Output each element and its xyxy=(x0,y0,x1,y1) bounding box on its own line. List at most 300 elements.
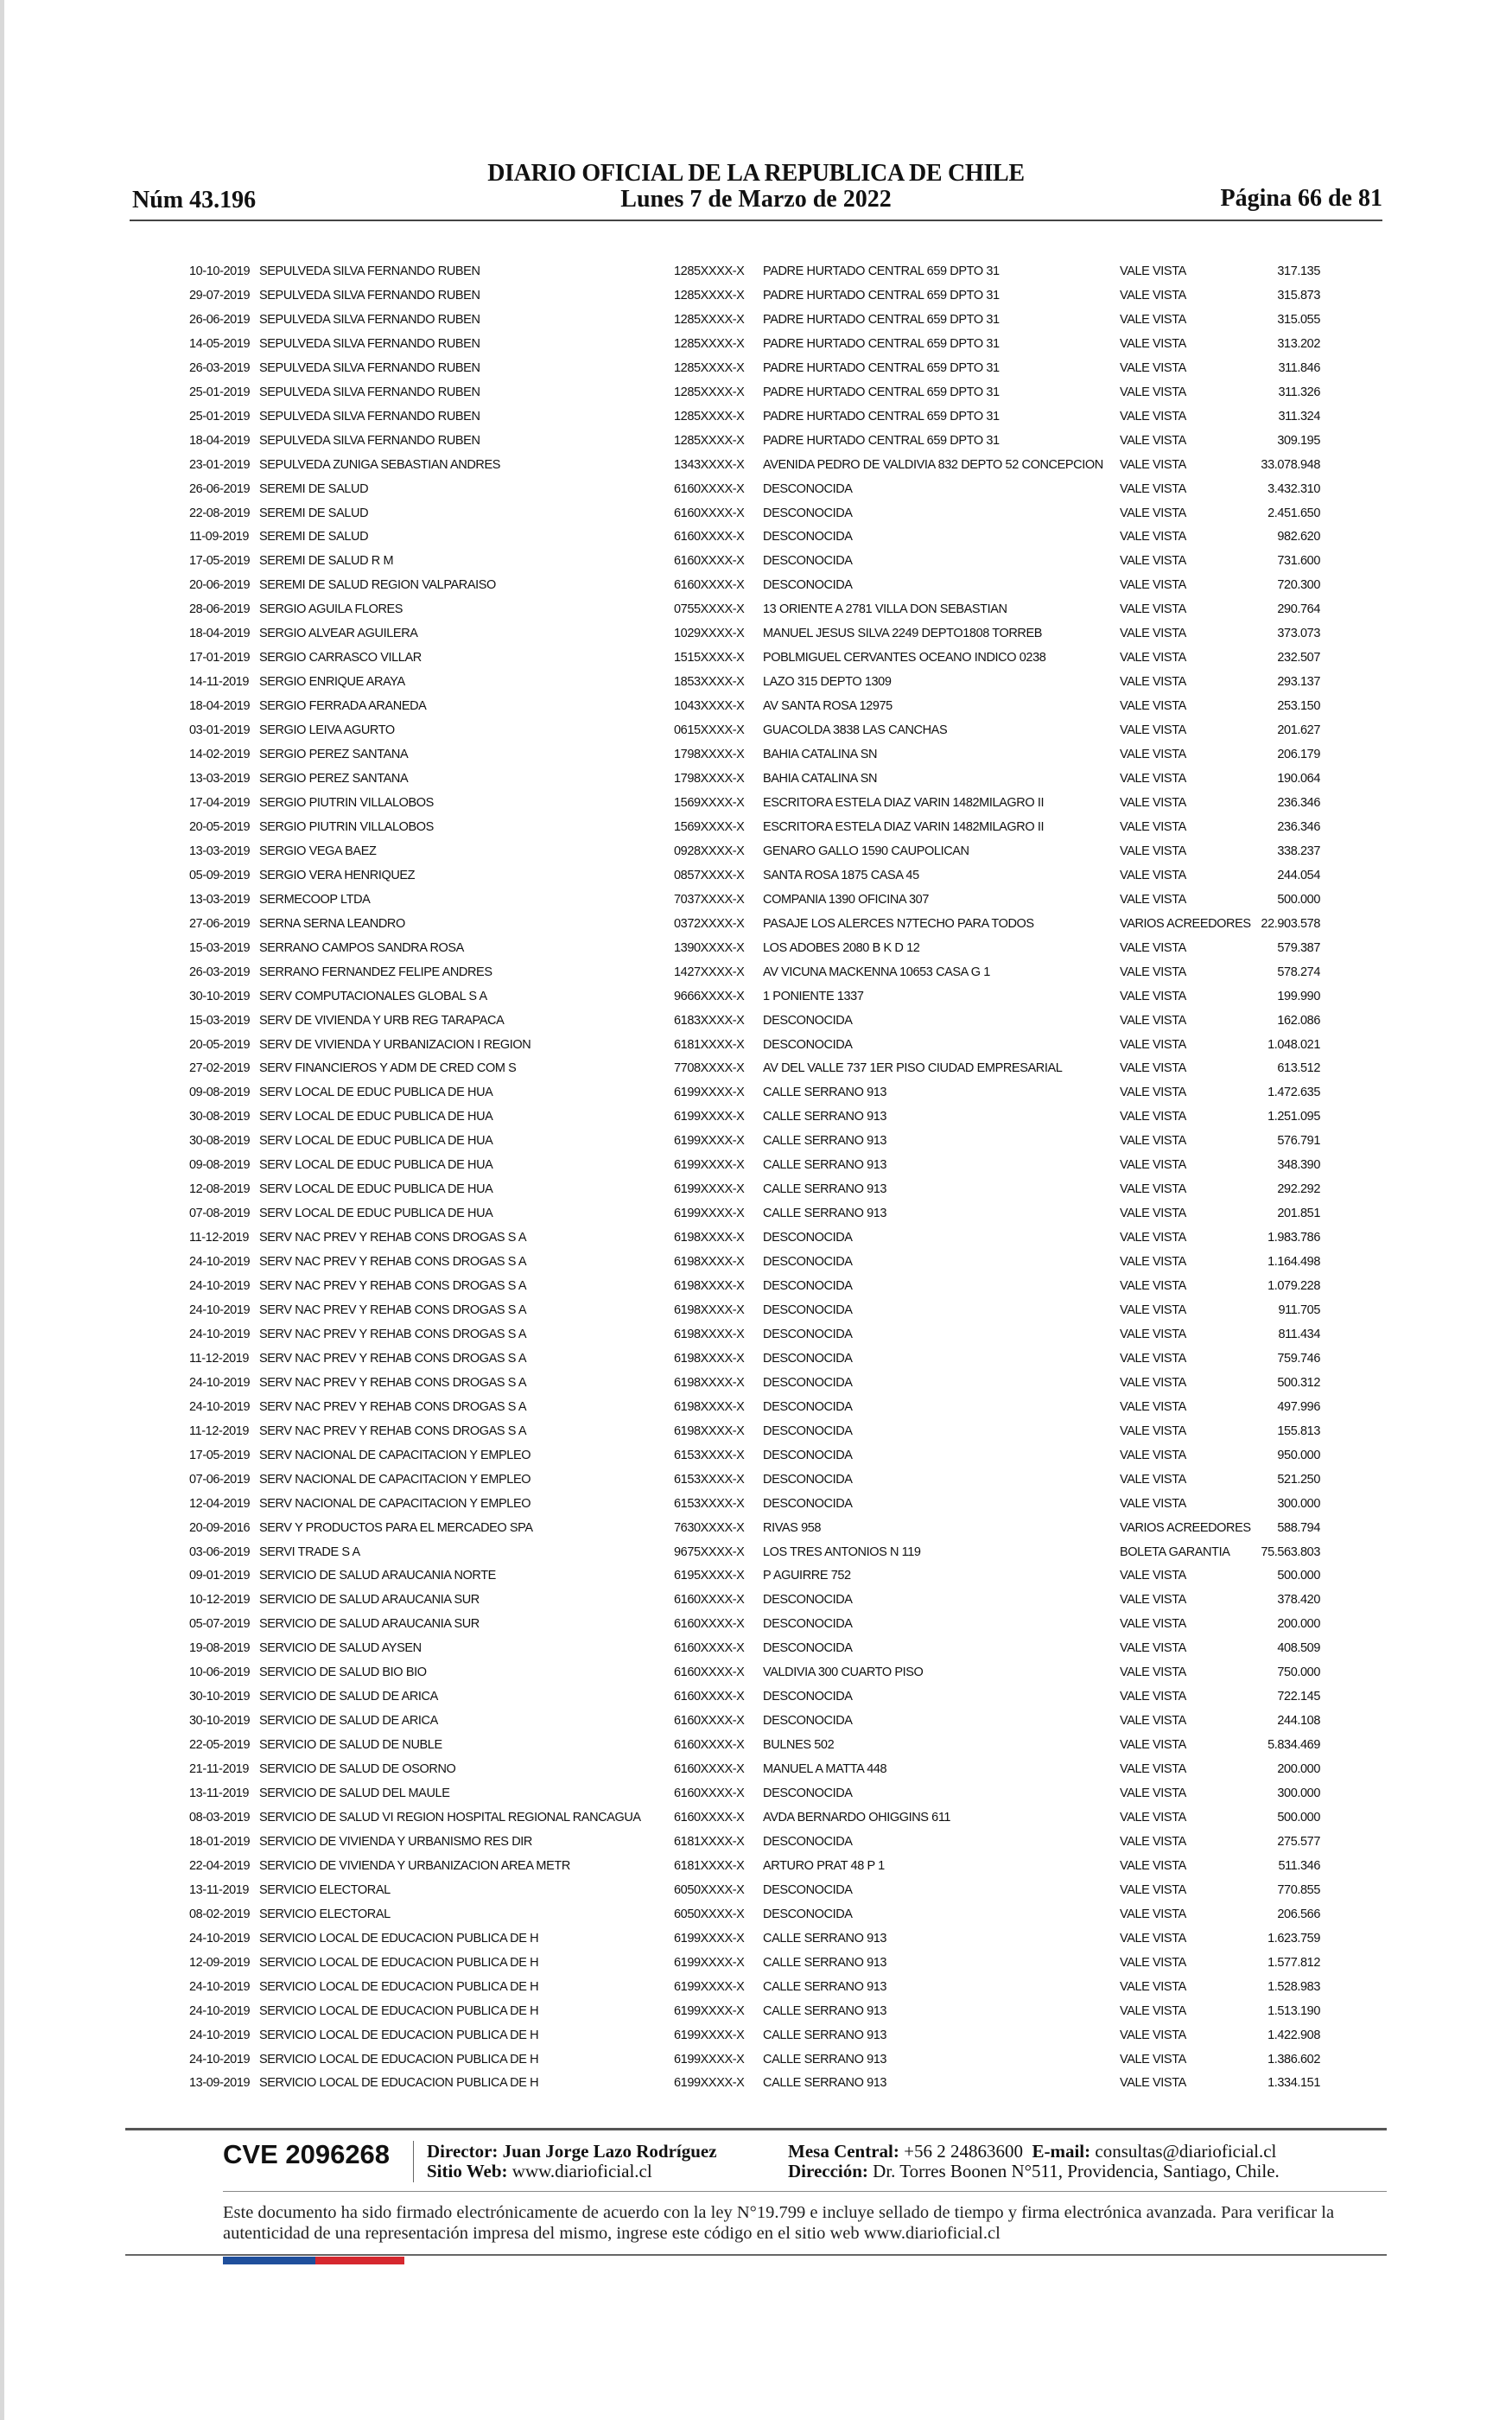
row-rut: 0615XXXX-X xyxy=(674,723,745,738)
row-rut: 6195XXXX-X xyxy=(674,1569,745,1583)
legal-notice: Este documento ha sido firmado electrónicamente de acuerdo con la ley N°19.799 e incluye sellado de tiempo y firma electrónica avanzada. Para verificar la autenticidad de una representación impresa del mismo, ingrese este código en el sitio web www.diarioficial.cl xyxy=(223,2203,1335,2243)
row-address: CALLE SERRANO 913 xyxy=(763,1086,887,1100)
row-payment-type: VALE VISTA xyxy=(1120,1641,1186,1656)
row-rut: 6160XXXX-X xyxy=(674,1811,745,1825)
row-address: DESCONOCIDA xyxy=(763,1279,853,1294)
website-label: Sitio Web: xyxy=(427,2161,508,2181)
row-amount: 206.566 xyxy=(1277,1907,1320,1921)
row-address: GENARO GALLO 1590 CAUPOLICAN xyxy=(763,844,969,858)
email-link[interactable]: consultas@diarioficial.cl xyxy=(1095,2141,1277,2162)
row-amount: 201.627 xyxy=(1277,723,1320,738)
row-rut: 6199XXXX-X xyxy=(674,2028,745,2042)
row-rut: 1285XXXX-X xyxy=(674,385,745,399)
row-name: SERVICIO DE SALUD DE OSORNO xyxy=(259,1762,456,1777)
row-rut: 6199XXXX-X xyxy=(674,1134,745,1149)
table-row xyxy=(0,356,1512,380)
row-name: SERV NAC PREV Y REHAB CONS DROGAS S A xyxy=(259,1375,527,1390)
table-row xyxy=(0,670,1512,694)
row-date: 12-08-2019 xyxy=(189,1182,251,1197)
row-payment-type: VALE VISTA xyxy=(1120,940,1186,955)
row-payment-type: VALE VISTA xyxy=(1120,772,1186,786)
row-name: SEPULVEDA SILVA FERNANDO RUBEN xyxy=(259,385,480,399)
row-amount: 2.451.650 xyxy=(1267,506,1320,520)
row-date: 24-10-2019 xyxy=(189,1279,251,1294)
table-row xyxy=(0,1468,1512,1492)
row-date: 14-11-2019 xyxy=(189,675,250,690)
row-address: DESCONOCIDA xyxy=(763,554,853,569)
row-amount: 578.274 xyxy=(1277,965,1320,979)
row-rut: 6199XXXX-X xyxy=(674,1955,745,1970)
row-payment-type: VALE VISTA xyxy=(1120,1858,1186,1873)
director-line xyxy=(427,2141,717,2162)
row-payment-type: VALE VISTA xyxy=(1120,433,1186,448)
row-payment-type: VALE VISTA xyxy=(1120,578,1186,593)
row-rut: 0755XXXX-X xyxy=(674,602,745,617)
row-date: 17-04-2019 xyxy=(189,795,251,810)
row-amount: 162.086 xyxy=(1277,1013,1320,1028)
footer-divider-top xyxy=(125,2128,1387,2130)
row-payment-type: VALE VISTA xyxy=(1120,1013,1186,1028)
table-row xyxy=(0,839,1512,863)
row-name: SERV Y PRODUCTOS PARA EL MERCADEO SPA xyxy=(259,1520,533,1535)
row-payment-type: VALE VISTA xyxy=(1120,409,1186,424)
table-row xyxy=(0,960,1512,984)
phone-value: +56 2 24863600 xyxy=(904,2141,1023,2162)
row-address: DESCONOCIDA xyxy=(763,481,853,496)
row-payment-type: VALE VISTA xyxy=(1120,1907,1186,1921)
row-rut: 1569XXXX-X xyxy=(674,819,745,834)
row-amount: 500.000 xyxy=(1277,892,1320,907)
row-name: SERV NAC PREV Y REHAB CONS DROGAS S A xyxy=(259,1302,527,1317)
row-date: 12-04-2019 xyxy=(189,1496,251,1511)
row-name: SEPULVEDA SILVA FERNANDO RUBEN xyxy=(259,360,480,375)
row-payment-type: VALE VISTA xyxy=(1120,602,1186,617)
contact-line xyxy=(788,2141,1276,2162)
row-date: 17-05-2019 xyxy=(189,1448,251,1462)
row-rut: 6160XXXX-X xyxy=(674,554,745,569)
row-amount: 292.292 xyxy=(1277,1182,1320,1197)
row-name: SERV DE VIVIENDA Y URBANIZACION I REGION xyxy=(259,1037,531,1052)
row-name: SERVICIO LOCAL DE EDUCACION PUBLICA DE H xyxy=(259,2076,539,2091)
table-row xyxy=(0,1757,1512,1781)
row-name: SERVICIO DE SALUD DE ARICA xyxy=(259,1690,438,1704)
row-date: 22-04-2019 xyxy=(189,1858,251,1873)
row-name: SERVICIO DE SALUD BIO BIO xyxy=(259,1665,427,1680)
table-row xyxy=(0,2047,1512,2072)
row-amount: 500.000 xyxy=(1277,1811,1320,1825)
row-date: 18-01-2019 xyxy=(189,1834,251,1849)
row-address: DESCONOCIDA xyxy=(763,506,853,520)
row-name: SERV LOCAL DE EDUC PUBLICA DE HUA xyxy=(259,1134,493,1149)
row-payment-type: VALE VISTA xyxy=(1120,1207,1186,1221)
table-row xyxy=(0,1516,1512,1540)
row-name: SERV LOCAL DE EDUC PUBLICA DE HUA xyxy=(259,1158,493,1173)
row-rut: 6199XXXX-X xyxy=(674,1207,745,1221)
row-date: 13-03-2019 xyxy=(189,892,251,907)
row-rut: 1569XXXX-X xyxy=(674,795,745,810)
row-date: 08-03-2019 xyxy=(189,1811,251,1825)
row-payment-type: VALE VISTA xyxy=(1120,1593,1186,1608)
row-amount: 576.791 xyxy=(1277,1134,1320,1149)
row-address: PASAJE LOS ALERCES N7TECHO PARA TODOS xyxy=(763,916,1034,931)
row-payment-type: VALE VISTA xyxy=(1120,1931,1186,1946)
row-name: SERV NACIONAL DE CAPACITACION Y EMPLEO xyxy=(259,1448,531,1462)
website-link[interactable]: www.diarioficial.cl xyxy=(511,2161,652,2181)
row-payment-type: VALE VISTA xyxy=(1120,506,1186,520)
row-payment-type: VALE VISTA xyxy=(1120,1882,1186,1897)
row-payment-type: VALE VISTA xyxy=(1120,530,1186,544)
row-address: CALLE SERRANO 913 xyxy=(763,1207,887,1221)
row-amount: 720.300 xyxy=(1277,578,1320,593)
table-row xyxy=(0,815,1512,839)
row-address: CALLE SERRANO 913 xyxy=(763,2052,887,2067)
row-address: MANUEL A MATTA 448 xyxy=(763,1762,887,1777)
row-payment-type: VALE VISTA xyxy=(1120,1327,1186,1341)
table-row xyxy=(0,1056,1512,1080)
footer-separator xyxy=(413,2141,414,2182)
row-amount: 313.202 xyxy=(1277,336,1320,351)
row-amount: 1.251.095 xyxy=(1267,1110,1320,1124)
row-date: 30-10-2019 xyxy=(189,1714,251,1729)
row-rut: 6199XXXX-X xyxy=(674,2003,745,2018)
row-name: SERNA SERNA LEANDRO xyxy=(259,916,405,931)
row-rut: 0928XXXX-X xyxy=(674,844,745,858)
row-payment-type: VALE VISTA xyxy=(1120,1134,1186,1149)
row-payment-type: BOLETA GARANTIA xyxy=(1120,1544,1230,1559)
row-name: SEPULVEDA SILVA FERNANDO RUBEN xyxy=(259,336,480,351)
flag-stripe-blue xyxy=(223,2257,315,2264)
page-header xyxy=(130,156,1382,216)
row-name: SERVICIO LOCAL DE EDUCACION PUBLICA DE H xyxy=(259,1931,539,1946)
row-date: 11-12-2019 xyxy=(189,1231,250,1245)
row-date: 29-07-2019 xyxy=(189,288,251,302)
row-address: P AGUIRRE 752 xyxy=(763,1569,851,1583)
table-row xyxy=(0,1733,1512,1757)
row-date: 24-10-2019 xyxy=(189,1255,251,1270)
row-amount: 317.135 xyxy=(1277,264,1320,278)
row-address: DESCONOCIDA xyxy=(763,1037,853,1052)
table-row xyxy=(0,1854,1512,1878)
row-rut: 1029XXXX-X xyxy=(674,627,745,641)
row-address: LOS ADOBES 2080 B K D 12 xyxy=(763,940,920,955)
row-rut: 6160XXXX-X xyxy=(674,481,745,496)
row-rut: 7630XXXX-X xyxy=(674,1520,745,1535)
row-date: 11-09-2019 xyxy=(189,530,250,544)
row-amount: 190.064 xyxy=(1277,772,1320,786)
row-address: PADRE HURTADO CENTRAL 659 DPTO 31 xyxy=(763,360,1000,375)
row-date: 26-06-2019 xyxy=(189,312,251,327)
row-name: SERVICIO LOCAL DE EDUCACION PUBLICA DE H xyxy=(259,2028,539,2042)
row-address: DESCONOCIDA xyxy=(763,1907,853,1921)
row-date: 09-01-2019 xyxy=(189,1569,251,1583)
row-rut: 1285XXXX-X xyxy=(674,433,745,448)
row-rut: 0372XXXX-X xyxy=(674,916,745,931)
table-row xyxy=(0,984,1512,1009)
row-date: 13-11-2019 xyxy=(189,1882,250,1897)
table-row xyxy=(0,936,1512,960)
row-name: SERGIO PEREZ SANTANA xyxy=(259,772,409,786)
table-row xyxy=(0,1926,1512,1951)
row-address: DESCONOCIDA xyxy=(763,1472,853,1487)
row-date: 07-06-2019 xyxy=(189,1472,251,1487)
row-amount: 1.577.812 xyxy=(1267,1955,1320,1970)
cve-code: CVE 2096268 xyxy=(223,2139,391,2169)
row-date: 24-10-2019 xyxy=(189,2052,251,2067)
row-address: DESCONOCIDA xyxy=(763,1013,853,1028)
row-rut: 6198XXXX-X xyxy=(674,1423,745,1438)
row-name: SERVICIO DE SALUD ARAUCANIA SUR xyxy=(259,1617,480,1632)
row-amount: 300.000 xyxy=(1277,1786,1320,1801)
row-rut: 1427XXXX-X xyxy=(674,965,745,979)
table-row xyxy=(0,621,1512,646)
row-date: 03-01-2019 xyxy=(189,723,251,738)
row-amount: 500.000 xyxy=(1277,1569,1320,1583)
row-amount: 759.746 xyxy=(1277,1351,1320,1366)
row-address: DESCONOCIDA xyxy=(763,1641,853,1656)
row-name: SERV NAC PREV Y REHAB CONS DROGAS S A xyxy=(259,1231,527,1245)
row-name: SERV LOCAL DE EDUC PUBLICA DE HUA xyxy=(259,1086,493,1100)
row-name: SERV NAC PREV Y REHAB CONS DROGAS S A xyxy=(259,1327,527,1341)
row-amount: 338.237 xyxy=(1277,844,1320,858)
row-rut: 6160XXXX-X xyxy=(674,1762,745,1777)
row-date: 30-10-2019 xyxy=(189,989,251,1003)
row-date: 13-09-2019 xyxy=(189,2076,251,2091)
row-rut: 6198XXXX-X xyxy=(674,1302,745,1317)
row-name: SERV LOCAL DE EDUC PUBLICA DE HUA xyxy=(259,1207,493,1221)
table-row xyxy=(0,1781,1512,1805)
table-row xyxy=(0,429,1512,453)
table-row xyxy=(0,1080,1512,1105)
header-divider xyxy=(130,220,1382,221)
table-row xyxy=(0,1684,1512,1709)
row-rut: 1285XXXX-X xyxy=(674,264,745,278)
row-address: CALLE SERRANO 913 xyxy=(763,1158,887,1173)
email-label: E-mail: xyxy=(1032,2141,1091,2162)
row-date: 20-05-2019 xyxy=(189,1037,251,1052)
row-name: SEPULVEDA SILVA FERNANDO RUBEN xyxy=(259,264,480,278)
row-name: SERV NAC PREV Y REHAB CONS DROGAS S A xyxy=(259,1399,527,1414)
row-payment-type: VALE VISTA xyxy=(1120,264,1186,278)
row-date: 15-03-2019 xyxy=(189,1013,251,1028)
table-row xyxy=(0,1878,1512,1902)
row-amount: 33.078.948 xyxy=(1261,457,1320,472)
row-rut: 6160XXXX-X xyxy=(674,506,745,520)
row-amount: 770.855 xyxy=(1277,1882,1320,1897)
row-amount: 1.513.190 xyxy=(1267,2003,1320,2018)
row-address: DESCONOCIDA xyxy=(763,1834,853,1849)
row-address: DESCONOCIDA xyxy=(763,1231,853,1245)
row-amount: 199.990 xyxy=(1277,989,1320,1003)
row-payment-type: VALE VISTA xyxy=(1120,1979,1186,1994)
table-row xyxy=(0,1274,1512,1298)
row-name: SERRANO CAMPOS SANDRA ROSA xyxy=(259,940,464,955)
row-rut: 7708XXXX-X xyxy=(674,1061,745,1076)
table-row xyxy=(0,791,1512,815)
row-name: SERVICIO DE SALUD ARAUCANIA NORTE xyxy=(259,1569,496,1583)
row-amount: 511.346 xyxy=(1278,1858,1320,1873)
row-date: 05-09-2019 xyxy=(189,868,251,882)
row-amount: 731.600 xyxy=(1277,554,1320,569)
row-payment-type: VALE VISTA xyxy=(1120,1399,1186,1414)
publication-title: DIARIO OFICIAL DE LA REPUBLICA DE CHILE xyxy=(487,160,1025,187)
row-payment-type: VALE VISTA xyxy=(1120,1231,1186,1245)
row-date: 23-01-2019 xyxy=(189,457,251,472)
row-payment-type: VALE VISTA xyxy=(1120,1375,1186,1390)
table-row xyxy=(0,1250,1512,1274)
row-rut: 9666XXXX-X xyxy=(674,989,745,1003)
table-row xyxy=(0,1951,1512,1975)
row-rut: 7037XXXX-X xyxy=(674,892,745,907)
row-rut: 1343XXXX-X xyxy=(674,457,745,472)
row-name: SEPULVEDA SILVA FERNANDO RUBEN xyxy=(259,433,480,448)
row-rut: 6160XXXX-X xyxy=(674,1714,745,1729)
row-name: SERV LOCAL DE EDUC PUBLICA DE HUA xyxy=(259,1110,493,1124)
row-date: 10-10-2019 xyxy=(189,264,251,278)
row-name: SEPULVEDA ZUNIGA SEBASTIAN ANDRES xyxy=(259,457,501,472)
row-payment-type: VALE VISTA xyxy=(1120,651,1186,666)
table-row xyxy=(0,259,1512,283)
row-address: DESCONOCIDA xyxy=(763,1496,853,1511)
row-amount: 1.983.786 xyxy=(1267,1231,1320,1245)
row-amount: 1.623.759 xyxy=(1267,1931,1320,1946)
table-row xyxy=(0,742,1512,767)
table-row xyxy=(0,646,1512,670)
row-address: PADRE HURTADO CENTRAL 659 DPTO 31 xyxy=(763,433,1000,448)
row-date: 13-11-2019 xyxy=(189,1786,250,1801)
table-row xyxy=(0,1636,1512,1660)
row-address: DESCONOCIDA xyxy=(763,1617,853,1632)
row-payment-type: VALE VISTA xyxy=(1120,481,1186,496)
row-name: SEPULVEDA SILVA FERNANDO RUBEN xyxy=(259,409,480,424)
table-row xyxy=(0,1201,1512,1226)
page-number: Página 66 de 81 xyxy=(1220,185,1382,212)
row-name: SERVICIO ELECTORAL xyxy=(259,1907,391,1921)
row-payment-type: VALE VISTA xyxy=(1120,723,1186,738)
row-name: SERGIO ENRIQUE ARAYA xyxy=(259,675,405,690)
row-address: CALLE SERRANO 913 xyxy=(763,1955,887,1970)
website-line xyxy=(427,2161,652,2182)
row-date: 09-08-2019 xyxy=(189,1086,251,1100)
row-payment-type: VALE VISTA xyxy=(1120,795,1186,810)
table-row xyxy=(0,597,1512,621)
row-name: SEREMI DE SALUD R M xyxy=(259,554,394,569)
footer-divider-middle xyxy=(223,2191,1387,2192)
row-amount: 315.055 xyxy=(1277,312,1320,327)
row-date: 17-01-2019 xyxy=(189,651,251,666)
row-payment-type: VALE VISTA xyxy=(1120,2052,1186,2067)
row-date: 28-06-2019 xyxy=(189,602,251,617)
row-date: 18-04-2019 xyxy=(189,699,251,714)
row-date: 14-02-2019 xyxy=(189,748,251,762)
row-payment-type: VALE VISTA xyxy=(1120,1423,1186,1438)
row-amount: 300.000 xyxy=(1277,1496,1320,1511)
row-amount: 1.472.635 xyxy=(1267,1086,1320,1100)
row-address: DESCONOCIDA xyxy=(763,1255,853,1270)
row-name: SERGIO LEIVA AGURTO xyxy=(259,723,395,738)
row-date: 18-04-2019 xyxy=(189,627,251,641)
row-rut: 6199XXXX-X xyxy=(674,1086,745,1100)
row-amount: 75.563.803 xyxy=(1261,1544,1320,1559)
row-rut: 6198XXXX-X xyxy=(674,1255,745,1270)
row-rut: 6153XXXX-X xyxy=(674,1448,745,1462)
row-amount: 309.195 xyxy=(1277,433,1320,448)
row-amount: 293.137 xyxy=(1277,675,1320,690)
row-payment-type: VALE VISTA xyxy=(1120,1738,1186,1753)
row-name: SERVICIO DE VIVIENDA Y URBANISMO RES DIR xyxy=(259,1834,532,1849)
table-row xyxy=(0,1540,1512,1564)
row-amount: 1.422.908 xyxy=(1267,2028,1320,2042)
records-table xyxy=(0,259,1512,2095)
row-name: SERVICIO DE SALUD DE NUBLE xyxy=(259,1738,442,1753)
row-name: SERV NAC PREV Y REHAB CONS DROGAS S A xyxy=(259,1351,527,1366)
row-date: 11-12-2019 xyxy=(189,1351,250,1366)
row-name: SERGIO PEREZ SANTANA xyxy=(259,748,409,762)
row-address: LOS TRES ANTONIOS N 119 xyxy=(763,1544,921,1559)
table-row xyxy=(0,1105,1512,1129)
row-name: SERVICIO DE SALUD DEL MAULE xyxy=(259,1786,450,1801)
row-payment-type: VALE VISTA xyxy=(1120,1811,1186,1825)
table-row xyxy=(0,863,1512,888)
row-rut: 6160XXXX-X xyxy=(674,1690,745,1704)
row-amount: 244.108 xyxy=(1277,1714,1320,1729)
address-value: Dr. Torres Boonen N°511, Providencia, Santiago, Chile. xyxy=(873,2161,1280,2181)
row-payment-type: VALE VISTA xyxy=(1120,1110,1186,1124)
row-address: DESCONOCIDA xyxy=(763,530,853,544)
row-payment-type: VALE VISTA xyxy=(1120,627,1186,641)
table-row xyxy=(0,1709,1512,1733)
row-rut: 6160XXXX-X xyxy=(674,530,745,544)
table-row xyxy=(0,1660,1512,1684)
row-address: RIVAS 958 xyxy=(763,1520,822,1535)
row-payment-type: VALE VISTA xyxy=(1120,1472,1186,1487)
row-payment-type: VALE VISTA xyxy=(1120,1351,1186,1366)
row-amount: 201.851 xyxy=(1277,1207,1320,1221)
row-amount: 750.000 xyxy=(1277,1665,1320,1680)
row-rut: 6199XXXX-X xyxy=(674,1158,745,1173)
row-payment-type: VALE VISTA xyxy=(1120,1302,1186,1317)
row-address: BAHIA CATALINA SN xyxy=(763,772,878,786)
row-rut: 6183XXXX-X xyxy=(674,1013,745,1028)
row-address: CALLE SERRANO 913 xyxy=(763,1110,887,1124)
table-row xyxy=(0,1902,1512,1926)
row-address: AVENIDA PEDRO DE VALDIVIA 832 DEPTO 52 CONCEPCION xyxy=(763,457,1103,472)
row-name: SERV DE VIVIENDA Y URB REG TARAPACA xyxy=(259,1013,505,1028)
row-rut: 1285XXXX-X xyxy=(674,336,745,351)
row-address: AV SANTA ROSA 12975 xyxy=(763,699,893,714)
row-rut: 1798XXXX-X xyxy=(674,772,745,786)
row-amount: 275.577 xyxy=(1277,1834,1320,1849)
row-payment-type: VALE VISTA xyxy=(1120,1617,1186,1632)
table-row xyxy=(0,380,1512,404)
row-date: 24-10-2019 xyxy=(189,1931,251,1946)
row-name: SEPULVEDA SILVA FERNANDO RUBEN xyxy=(259,312,480,327)
row-date: 25-01-2019 xyxy=(189,385,251,399)
row-date: 26-03-2019 xyxy=(189,360,251,375)
row-address: CALLE SERRANO 913 xyxy=(763,2028,887,2042)
row-name: SERGIO VERA HENRIQUEZ xyxy=(259,868,416,882)
row-rut: 6199XXXX-X xyxy=(674,2052,745,2067)
row-amount: 1.334.151 xyxy=(1267,2076,1320,2091)
row-payment-type: VALE VISTA xyxy=(1120,1496,1186,1511)
table-row xyxy=(0,1492,1512,1516)
row-name: SERVICIO LOCAL DE EDUCACION PUBLICA DE H xyxy=(259,1955,539,1970)
row-name: SERV COMPUTACIONALES GLOBAL S A xyxy=(259,989,487,1003)
row-amount: 311.324 xyxy=(1278,409,1320,424)
row-date: 10-06-2019 xyxy=(189,1665,251,1680)
row-date: 20-06-2019 xyxy=(189,578,251,593)
row-name: SEPULVEDA SILVA FERNANDO RUBEN xyxy=(259,288,480,302)
row-address: ESCRITORA ESTELA DIAZ VARIN 1482MILAGRO II xyxy=(763,795,1045,810)
